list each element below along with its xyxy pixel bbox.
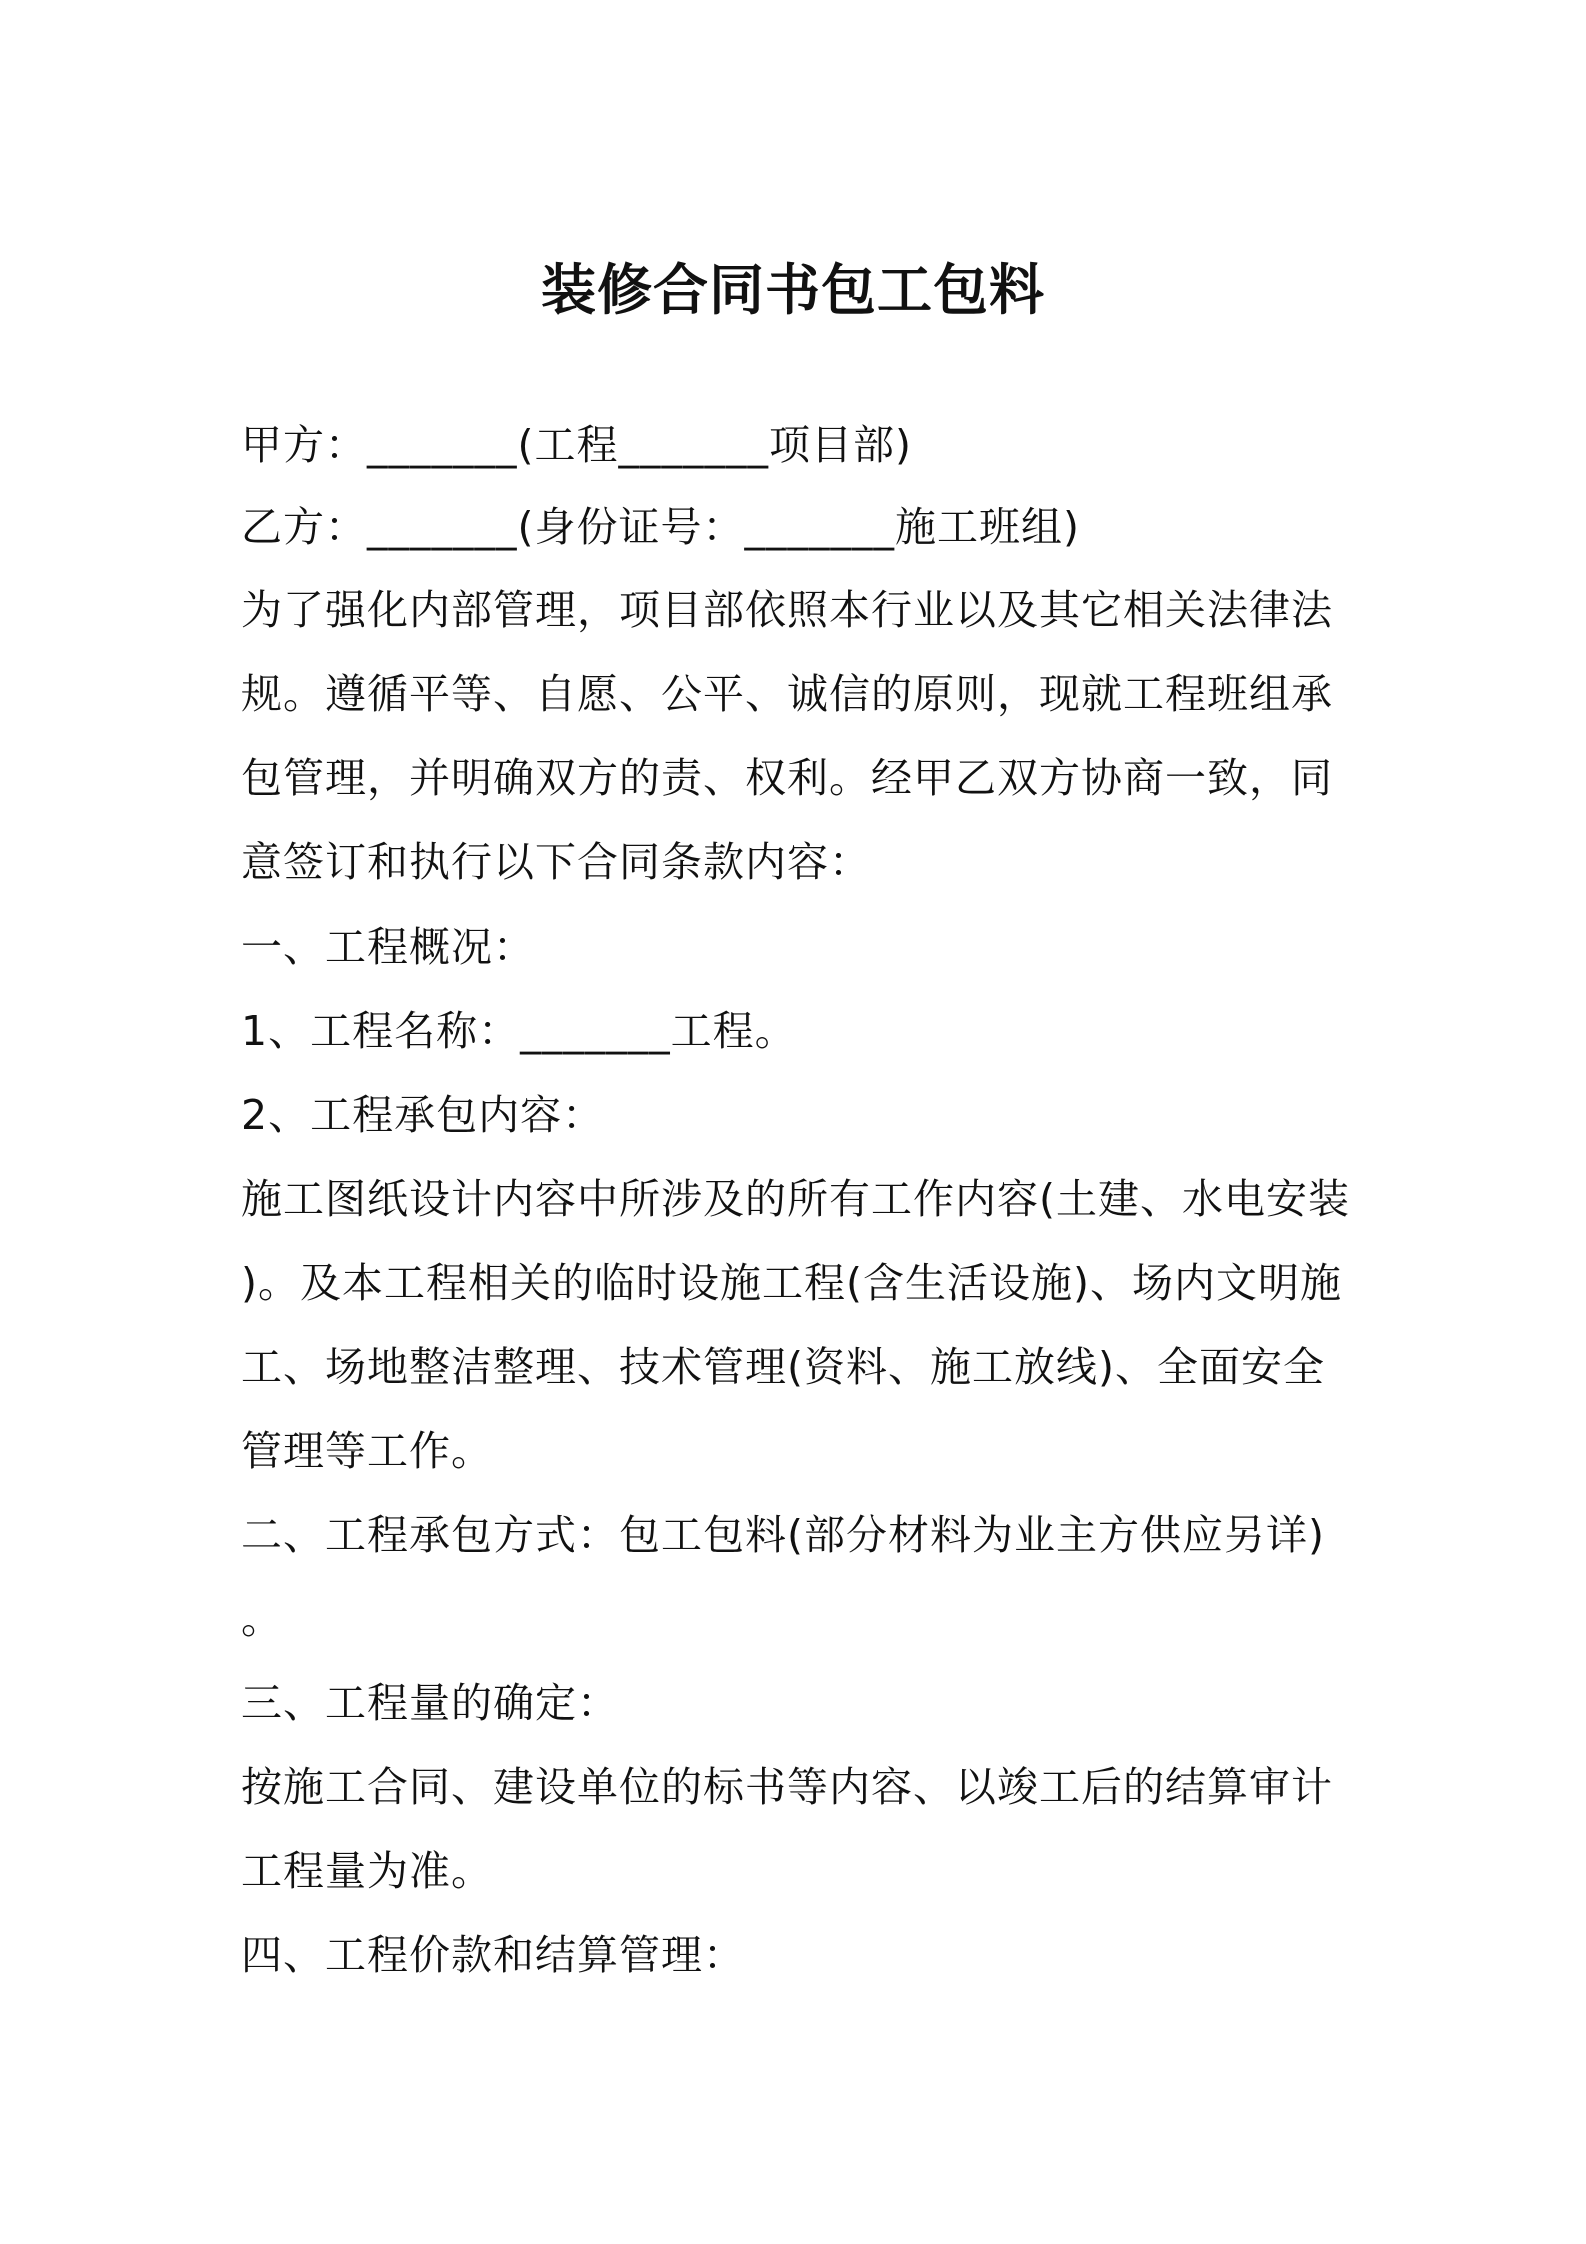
project-name-line: 1、工程名称：_______工程。 [241, 1007, 797, 1055]
quantity-line: 工程量为准。 [241, 1847, 493, 1895]
section-heading-4: 四、工程价款和结算管理： [241, 1931, 745, 1979]
contract-scope-heading: 2、工程承包内容： [241, 1091, 605, 1139]
section-heading-2-continued: 。 [241, 1595, 283, 1643]
contract-scope-line: )。及本工程相关的临时设施工程(含生活设施)、场内文明施 [241, 1259, 1342, 1307]
section-heading-3: 三、工程量的确定： [241, 1679, 619, 1727]
party-a-line: 甲方：_______(工程_______项目部) [241, 421, 912, 469]
intro-paragraph-line: 规。遵循平等、自愿、公平、诚信的原则，现就工程班组承 [241, 670, 1333, 718]
document-title: 装修合同书包工包料 [540, 258, 1045, 322]
intro-paragraph-line: 包管理，并明确双方的责、权利。经甲乙双方协商一致，同 [241, 754, 1333, 802]
quantity-line: 按施工合同、建设单位的标书等内容、以竣工后的结算审计 [241, 1763, 1333, 1811]
section-heading-1: 一、工程概况： [241, 923, 535, 971]
contract-scope-line: 工、场地整洁整理、技术管理(资料、施工放线)、全面安全 [241, 1343, 1325, 1391]
intro-paragraph-line: 为了强化内部管理，项目部依照本行业以及其它相关法律法 [241, 586, 1333, 634]
party-b-line: 乙方：_______(身份证号：_______施工班组) [241, 503, 1080, 551]
intro-paragraph-line: 意签订和执行以下合同条款内容： [241, 838, 871, 886]
contract-scope-line: 施工图纸设计内容中所涉及的所有工作内容(土建、水电安装 [241, 1175, 1350, 1223]
section-heading-2: 二、工程承包方式：包工包料(部分材料为业主方供应另详) [241, 1511, 1325, 1559]
contract-scope-line: 管理等工作。 [241, 1427, 493, 1475]
